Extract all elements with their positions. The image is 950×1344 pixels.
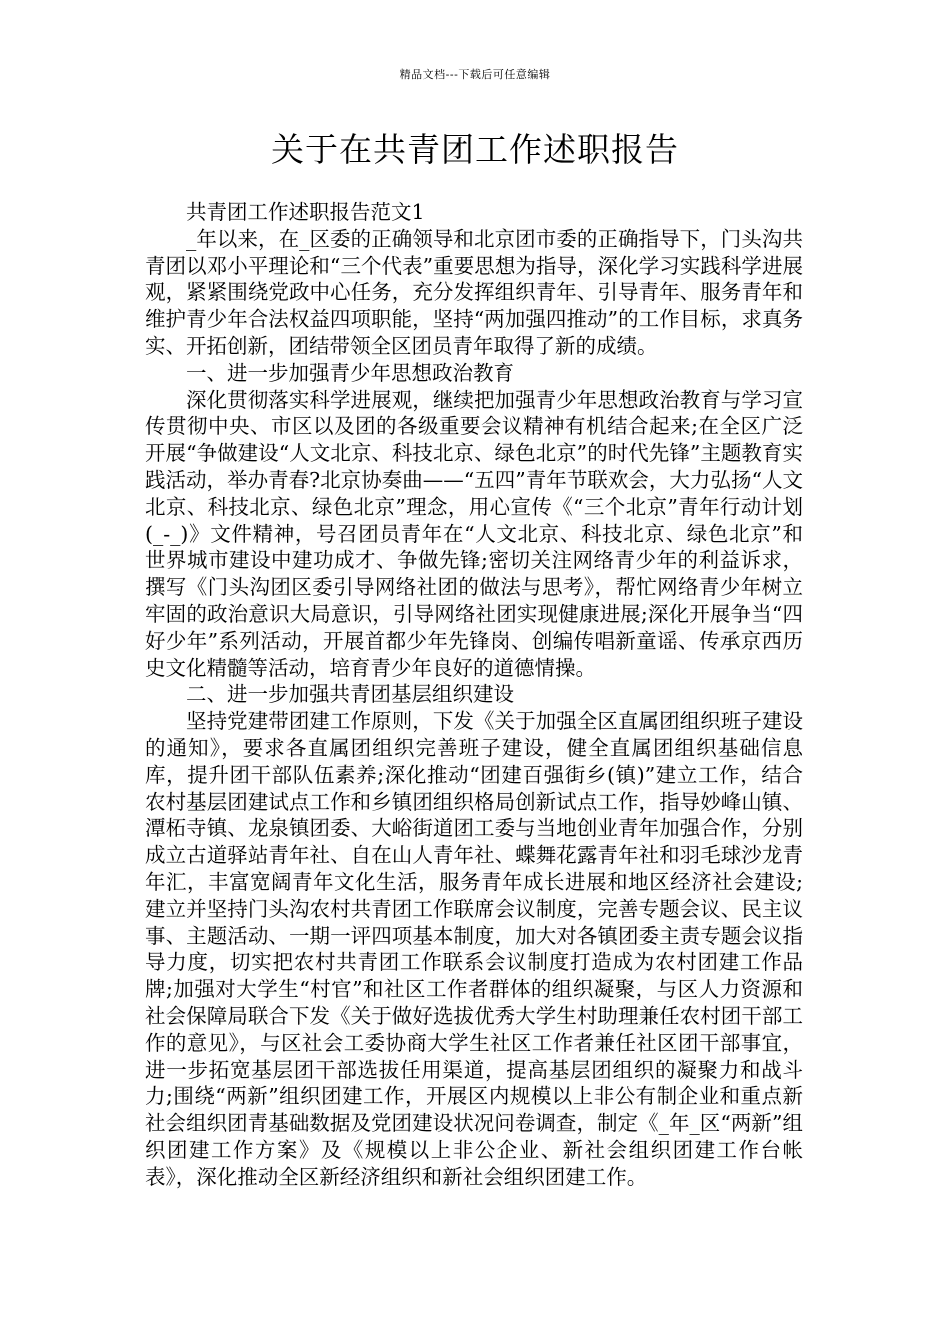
document-title: 关于在共青团工作述职报告: [271, 130, 679, 169]
paragraph-section-1: 深化贯彻落实科学进展观，继续把加强青少年思想政治教育与学习宣传贯彻中央、市区以及团的各级重要会议精神有机结合起来;在全区广泛开展“争做建设“人文北京、科技北京、绿色北京”的时代先锋”主题教育实践活动，举办青春?北京协奏曲——“五四”青年节联欢会，大力弘扬“人文北京、科技北京、绿色北京”理念，用心宣传《“三个北京”青年行动计划(_-_)》文件精神，号召团员青年在“人文北京、科技北京、绿色北京”和世界城市建设中建功成才、争做先锋;密切关注网络青少年的利益诉求，撰写《门头沟团区委引导网络社团的做法与思考》，帮忙网络青少年树立牢固的政治意识大局意识，引导网络社团实现健康进展;深化开展争当“四好少年”系列活动，开展首都少年先锋岗、创编传唱新童谣、传承京西历史文化精髓等活动，培育青少年良好的道德情操。: [145, 387, 803, 680]
section-heading-2: 二、进一步加强共青团基层组织建设: [186, 682, 514, 707]
paragraph-intro: _年以来，在_区委的正确领导和北京团市委的正确指导下，门头沟共青团以邓小平理论和“三个代表”重要思想为指导，深化学习实践科学进展观，紧紧围绕党政中心任务，充分发挥组织青年、引导青年、服务青年和维护青少年合法权益四项职能，坚持“两加强四推动”的工作目标，求真务实、开拓创新，团结带领全区团员青年取得了新的成绩。: [145, 226, 803, 358]
document-subtitle: 共青团工作述职报告范文1: [186, 200, 425, 224]
header-note: 精品文档---下载后可任意编辑: [399, 68, 551, 81]
document-body: [145, 199, 803, 1190]
paragraph-section-2: 坚持党建带团建工作原则，下发《关于加强全区直属团组织班子建设的通知》，要求各直属团组织完善班子建设，健全直属团组织基础信息库，提升团干部队伍素养;深化推动“团建百强街乡(镇)”建立工作，结合农村基层团建试点工作和乡镇团组织格局创新试点工作，指导妙峰山镇、潭柘寺镇、龙泉镇团委、大峪街道团工委与当地创业青年加强合作，分别成立古道驿站青年社、自在山人青年社、蝶舞花露青年社和羽毛球沙龙青年汇，丰富宽阔青年文化生活，服务青年成长进展和地区经济社会建设;建立并坚持门头沟农村共青团工作联席会议制度，完善专题会议、民主议事、主题活动、一期一评四项基本制度，加大对各镇团委主责专题会议指导力度，切实把农村共青团工作联系会议制度打造成为农村团建工作品牌;加强对大学生“村官”和社区工作者群体的组织凝聚，与区人力资源和社会保障局联合下发《关于做好选拔优秀大学生村助理兼任农村团干部工作的意见》，与区社会工委协商大学生社区工作者兼任社区团干部事宜，进一步拓宽基层团干部选拔任用渠道，提高基层团组织的凝聚力和战斗力;围绕“两新”组织团建工作，开展区内规模以上非公有制企业和重点新社会组织团青基础数据及党团建设状况问卷调查，制定《_年_区“两新”组织团建工作方案》及《规模以上非公企业、新社会组织团建工作台帐表》，深化推动全区新经济组织和新社会组织团建工作。: [145, 709, 803, 1189]
section-heading-1: 一、进一步加强青少年思想政治教育: [186, 360, 514, 385]
